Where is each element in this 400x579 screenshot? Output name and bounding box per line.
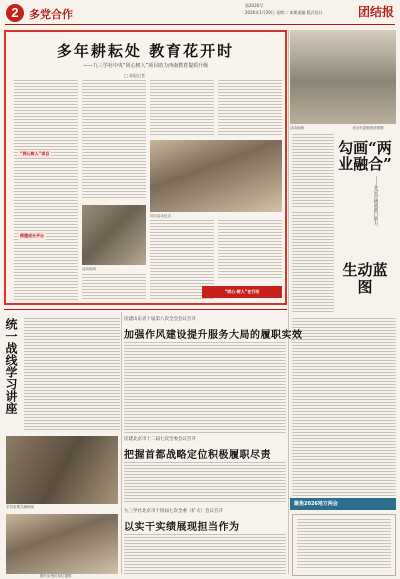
- lead-article-subtitle: ——九三学社中央“同心树人”项目助力西南教育提质升级: [82, 63, 209, 69]
- photo-credit: 北京市委统战部供图: [352, 126, 384, 130]
- text-column: [150, 80, 214, 135]
- lead-photo-caption: 项目启动仪式: [150, 214, 171, 218]
- lead-subhead-1: “同心树人”项目: [20, 151, 50, 156]
- right-text-block: [292, 212, 334, 312]
- date-line: 2026年1月29日 星期二 本期责编 版式设计: [245, 10, 323, 15]
- lead-article-body: [14, 80, 282, 300]
- edition-number: 第2026号: [245, 3, 264, 8]
- lecture-photo-caption: 学员参观交流现场: [6, 505, 34, 509]
- lead-photo-caption: 活动现场: [82, 267, 96, 271]
- masthead-logo: 团结报: [357, 5, 394, 19]
- text-column: [14, 80, 78, 300]
- page-number: 2: [6, 4, 24, 22]
- quote-text: [297, 519, 391, 569]
- meeting-photo: [290, 30, 396, 124]
- text-column: [218, 220, 282, 280]
- article-1-headline[interactable]: 加强作风建设提升服务大局的履职实效: [124, 330, 303, 341]
- text-column: [82, 274, 146, 300]
- lead-article-byline: □ 本报记者: [124, 73, 146, 78]
- article-3-kicker: 九三学社北京市十四届七次全委（扩大）会议召开: [124, 509, 223, 514]
- article-3-headline[interactable]: 以实干实绩展现担当作为: [124, 522, 240, 533]
- page-header: [0, 0, 400, 24]
- lecture-photo-2: [6, 514, 118, 574]
- section-title: 多党合作: [29, 8, 73, 21]
- quote-box: [292, 514, 396, 576]
- lead-article-title: 多年耕耘处 教育花开时: [56, 42, 235, 60]
- lecture-text: [24, 318, 120, 430]
- lead-subhead-2: 搭建成长平台: [20, 233, 44, 238]
- lecture-vertical-title: 统一战线学习讲座: [4, 318, 18, 414]
- lead-article-box[interactable]: [4, 30, 287, 305]
- column-rule: [121, 312, 122, 574]
- text-column: [218, 80, 282, 135]
- article-2-body: [124, 462, 286, 504]
- campaign-badge: “同心·树人”在行动: [202, 286, 282, 298]
- column-rule: [288, 30, 289, 574]
- right-text-block: [292, 318, 396, 496]
- article-3-body: [124, 534, 286, 574]
- header-rule: [5, 24, 395, 25]
- feature-subtitle: ——北京市统战部门助力: [373, 176, 378, 226]
- lead-photo-1: [82, 205, 146, 265]
- article-1-body: [124, 342, 286, 434]
- section-rule: [4, 309, 287, 310]
- lecture-photo-1: [6, 436, 118, 504]
- article-2-kicker: 民建北京市十二届七次全委会议召开: [124, 437, 196, 442]
- feature-title-bottom: 生动蓝图: [342, 261, 388, 296]
- lecture-photo-credit: 图片由受访单位提供: [40, 574, 72, 578]
- article-1-kicker: 民建山东省十届第八次全会会议召开: [124, 317, 196, 322]
- lead-photo-2: [150, 140, 282, 212]
- photo-caption: 活动现场: [290, 126, 304, 130]
- right-text-block: [292, 134, 334, 209]
- text-column: [82, 80, 146, 200]
- feature-title-top: 勾画“两业融合”: [338, 139, 392, 173]
- two-sessions-banner[interactable]: 聚焦2026地方两会: [290, 498, 396, 510]
- article-2-headline[interactable]: 把握首都战略定位积极履职尽责: [124, 450, 271, 461]
